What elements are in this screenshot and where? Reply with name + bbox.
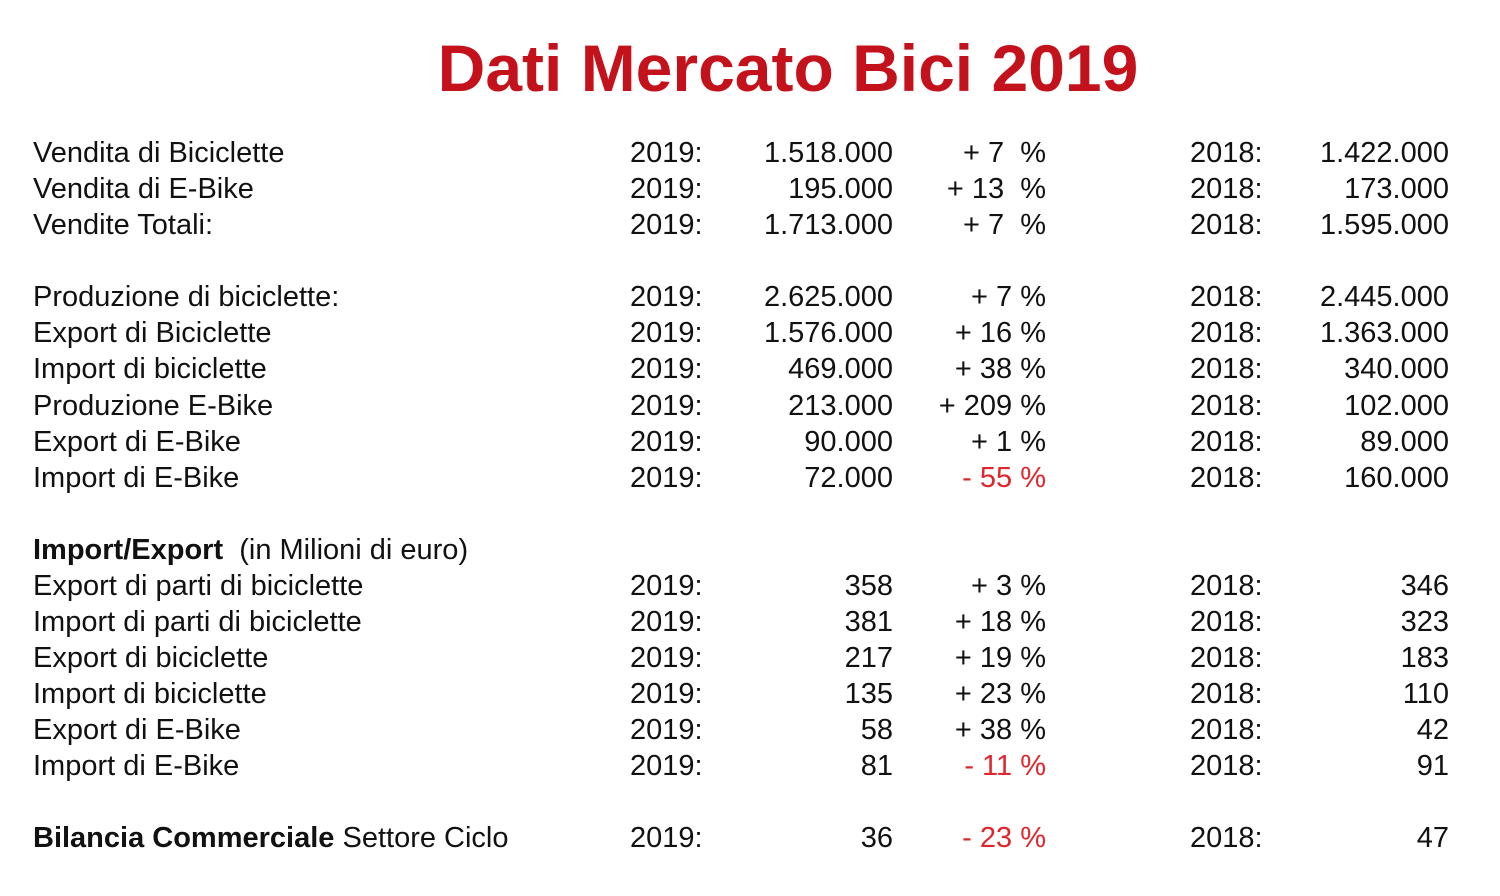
change-percent: + 3 % [971,570,1046,602]
year-2019-label: 2019: [630,353,703,385]
value-2018: 42 [1416,714,1449,746]
row-label: Produzione di biciclette: [33,281,340,313]
value-2019: 217 [844,642,893,674]
year-2019-label: 2019: [630,714,703,746]
table-row [0,207,1500,243]
year-2019-label: 2019: [630,137,703,169]
year-2018-label: 2018: [1190,317,1263,349]
year-2019-label: 2019: [630,317,703,349]
value-2018: 89.000 [1360,426,1449,458]
year-2018-label: 2018: [1190,678,1263,710]
value-2018: 160.000 [1344,462,1449,494]
table-row [0,315,1500,351]
year-2018-label: 2018: [1190,570,1263,602]
year-2019-label: 2019: [630,426,703,458]
change-percent-negative: - 55 % [962,462,1046,494]
value-2019: 2.625.000 [763,281,893,313]
change-percent-negative: - 11 % [964,750,1046,782]
value-2018: 47 [1416,822,1449,854]
value-2018: 173.000 [1344,173,1449,205]
year-2018-label: 2018: [1190,642,1263,674]
row-label: Vendite Totali: [33,209,214,241]
change-percent: + 7 % [962,209,1046,241]
table-row [0,135,1500,171]
value-2018: 183 [1400,642,1449,674]
year-2018-label: 2018: [1190,209,1263,241]
change-percent: + 19 % [954,642,1046,674]
row-label: Import di biciclette [33,678,267,710]
value-2018: 2.445.000 [1319,281,1449,313]
year-2019-label: 2019: [630,606,703,638]
change-percent: + 7 % [971,281,1046,313]
value-2019: 358 [844,570,893,602]
value-2018: 346 [1400,570,1449,602]
year-2019-label: 2019: [630,281,703,313]
value-2018: 110 [1402,678,1449,710]
table-row [0,388,1500,424]
value-2019: 135 [844,678,893,710]
page-title: Dati Mercato Bici 2019 [437,31,1139,105]
year-2019-label: 2019: [630,209,703,241]
change-percent: + 38 % [954,353,1046,385]
year-2018-label: 2018: [1190,353,1263,385]
table-row [0,279,1500,315]
year-2019-label: 2019: [630,642,703,674]
section-heading-label [33,532,468,568]
table-row [0,460,1500,496]
table-row-trade-balance [0,820,1500,856]
section-heading [0,532,1500,568]
year-2018-label: 2018: [1190,390,1263,422]
change-percent-negative: - 23 % [962,822,1046,854]
value-2019: 36 [860,822,893,854]
year-2018-label: 2018: [1190,462,1263,494]
value-2019: 469.000 [788,353,893,385]
table-row [0,568,1500,604]
value-2019: 72.000 [804,462,893,494]
year-2018-label: 2018: [1190,173,1263,205]
year-2019-label: 2019: [630,390,703,422]
value-2019: 1.576.000 [763,317,893,349]
section-heading-note: (in Milioni di euro) [223,534,469,566]
year-2019-label: 2019: [630,173,703,205]
value-2018: 102.000 [1344,390,1449,422]
row-label: Import di E-Bike [33,750,240,782]
value-2019: 195.000 [788,173,893,205]
row-label: Export di parti di biciclette [33,570,364,602]
table-row [0,640,1500,676]
table-row [0,171,1500,207]
table-row [0,748,1500,784]
value-2018: 1.595.000 [1319,209,1449,241]
table-row [0,424,1500,460]
year-2018-label: 2018: [1190,281,1263,313]
year-2019-label: 2019: [630,678,703,710]
value-2019: 1.518.000 [763,137,893,169]
change-percent: + 7 % [962,137,1046,169]
value-2019: 381 [844,606,893,638]
row-label-bold: Bilancia Commerciale [33,822,335,854]
value-2018: 340.000 [1344,353,1449,385]
row-label: Import di parti di biciclette [33,606,362,638]
row-label-rest: Settore Ciclo [334,822,509,854]
row-label [33,820,509,856]
year-2018-label: 2018: [1190,606,1263,638]
change-percent: + 18 % [954,606,1046,638]
section-heading-bold: Import/Export [33,534,224,566]
change-percent: + 16 % [954,317,1046,349]
table-row [0,676,1500,712]
year-2018-label: 2018: [1190,714,1263,746]
change-percent: + 1 % [971,426,1046,458]
year-2018-label: 2018: [1190,426,1263,458]
value-2019: 1.713.000 [763,209,893,241]
year-2018-label: 2018: [1190,137,1263,169]
year-2018-label: 2018: [1190,822,1263,854]
table-row [0,351,1500,387]
table-row [0,712,1500,748]
year-2019-label: 2019: [630,822,703,854]
year-2019-label: 2019: [630,750,703,782]
value-2019: 81 [860,750,893,782]
value-2019: 213.000 [788,390,893,422]
row-label: Import di biciclette [33,353,267,385]
change-percent: + 13 % [946,173,1046,205]
value-2018: 91 [1416,750,1449,782]
table-row [0,604,1500,640]
row-label: Produzione E-Bike [33,390,274,422]
row-label: Import di E-Bike [33,462,240,494]
row-label: Export di biciclette [33,642,269,674]
value-2019: 58 [860,714,893,746]
change-percent: + 209 % [938,390,1046,422]
row-label: Vendita di Biciclette [33,137,285,169]
row-label: Vendita di E-Bike [33,173,254,205]
year-2019-label: 2019: [630,570,703,602]
value-2018: 1.363.000 [1319,317,1449,349]
value-2018: 323 [1400,606,1449,638]
value-2018: 1.422.000 [1319,137,1449,169]
year-2018-label: 2018: [1190,750,1263,782]
row-label: Export di E-Bike [33,426,241,458]
change-percent: + 23 % [954,678,1046,710]
year-2019-label: 2019: [630,462,703,494]
row-label: Export di E-Bike [33,714,241,746]
row-label: Export di Biciclette [33,317,272,349]
change-percent: + 38 % [954,714,1046,746]
value-2019: 90.000 [804,426,893,458]
